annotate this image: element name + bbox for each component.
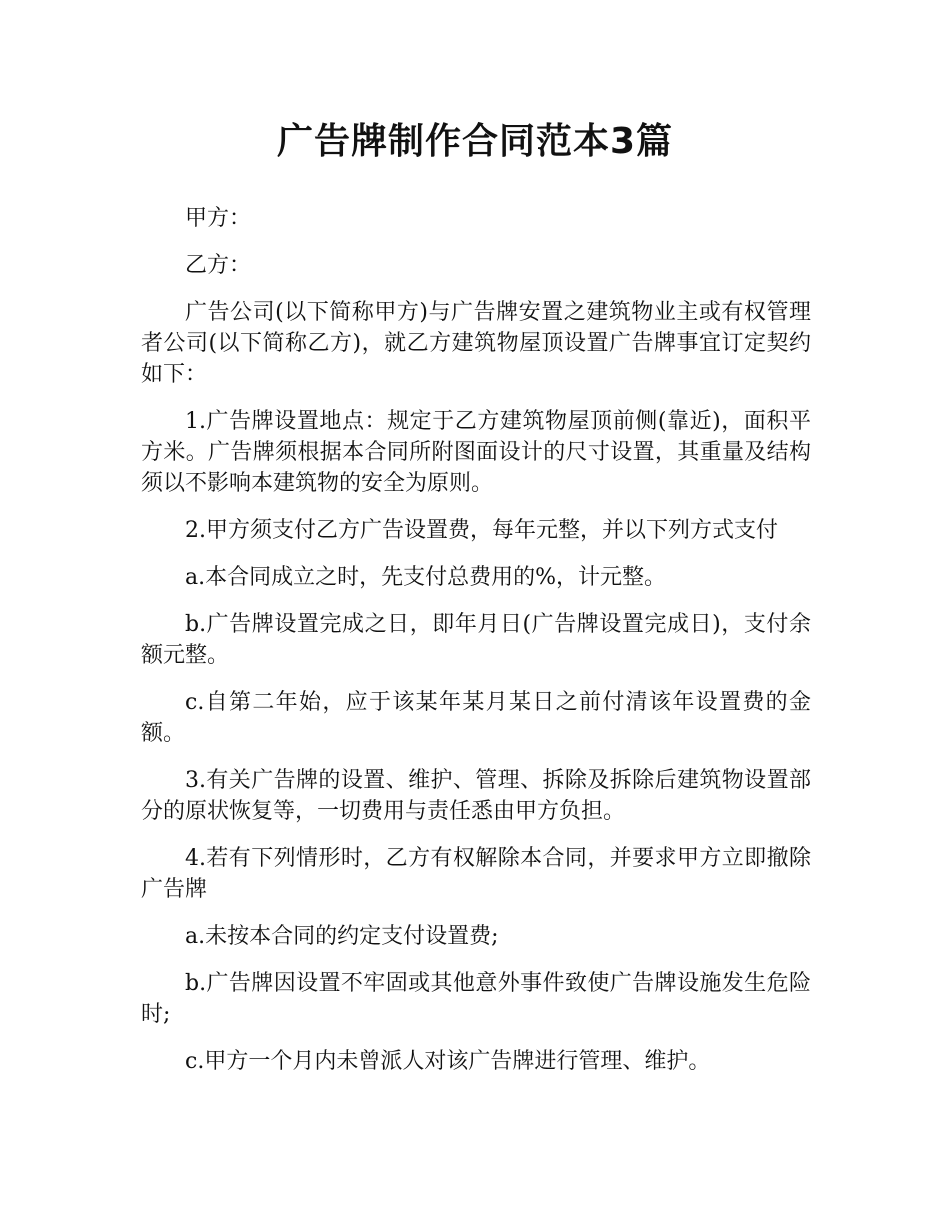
preamble-paragraph: 广告公司(以下简称甲方)与广告牌安置之建筑物业主或有权管理者公司(以下简称乙方)，就乙方建筑物屋顶设置广告牌事宜订定契约如下：: [141, 300, 811, 387]
clause-4b-paragraph: b.广告牌因设置不牢固或其他意外事件致使广告牌设施发生危险时;: [141, 971, 811, 1027]
party-a-line: 甲方：: [185, 206, 252, 231]
clause-4c-paragraph: c.甲方一个月内未曾派人对该广告牌进行管理、维护。: [185, 1049, 711, 1074]
clause-3-paragraph: 3.有关广告牌的设置、维护、管理、拆除及拆除后建筑物设置部分的原状恢复等，一切费用与责任悉由甲方负担。: [141, 768, 811, 824]
clause-2b-paragraph: b.广告牌设置完成之日，即年月日(广告牌设置完成日)，支付余额元整。: [141, 612, 811, 668]
clause-2-paragraph: 2.甲方须支付乙方广告设置费，每年元整，并以下列方式支付: [185, 518, 778, 543]
party-b-line: 乙方：: [185, 253, 252, 278]
document-body: [141, 203, 811, 1093]
clause-4a-paragraph: a.未按本合同的约定支付设置费;: [185, 924, 499, 949]
clause-2c-paragraph: c.自第二年始，应于该某年某月某日之前付清该年设置费的金额。: [141, 690, 811, 746]
clause-2a-paragraph: a.本合同成立之时，先支付总费用的%，计元整。: [185, 565, 667, 590]
clause-4-paragraph: 4.若有下列情形时，乙方有权解除本合同，并要求甲方立即撤除广告牌: [141, 846, 811, 902]
clause-1-paragraph: 1.广告牌设置地点：规定于乙方建筑物屋顶前侧(靠近)，面积平方米。广告牌须根据本合同所附图面设计的尺寸设置，其重量及结构须以不影响本建筑物的安全为原则。: [141, 409, 811, 496]
document-title: 广告牌制作合同范本3篇: [276, 121, 674, 162]
